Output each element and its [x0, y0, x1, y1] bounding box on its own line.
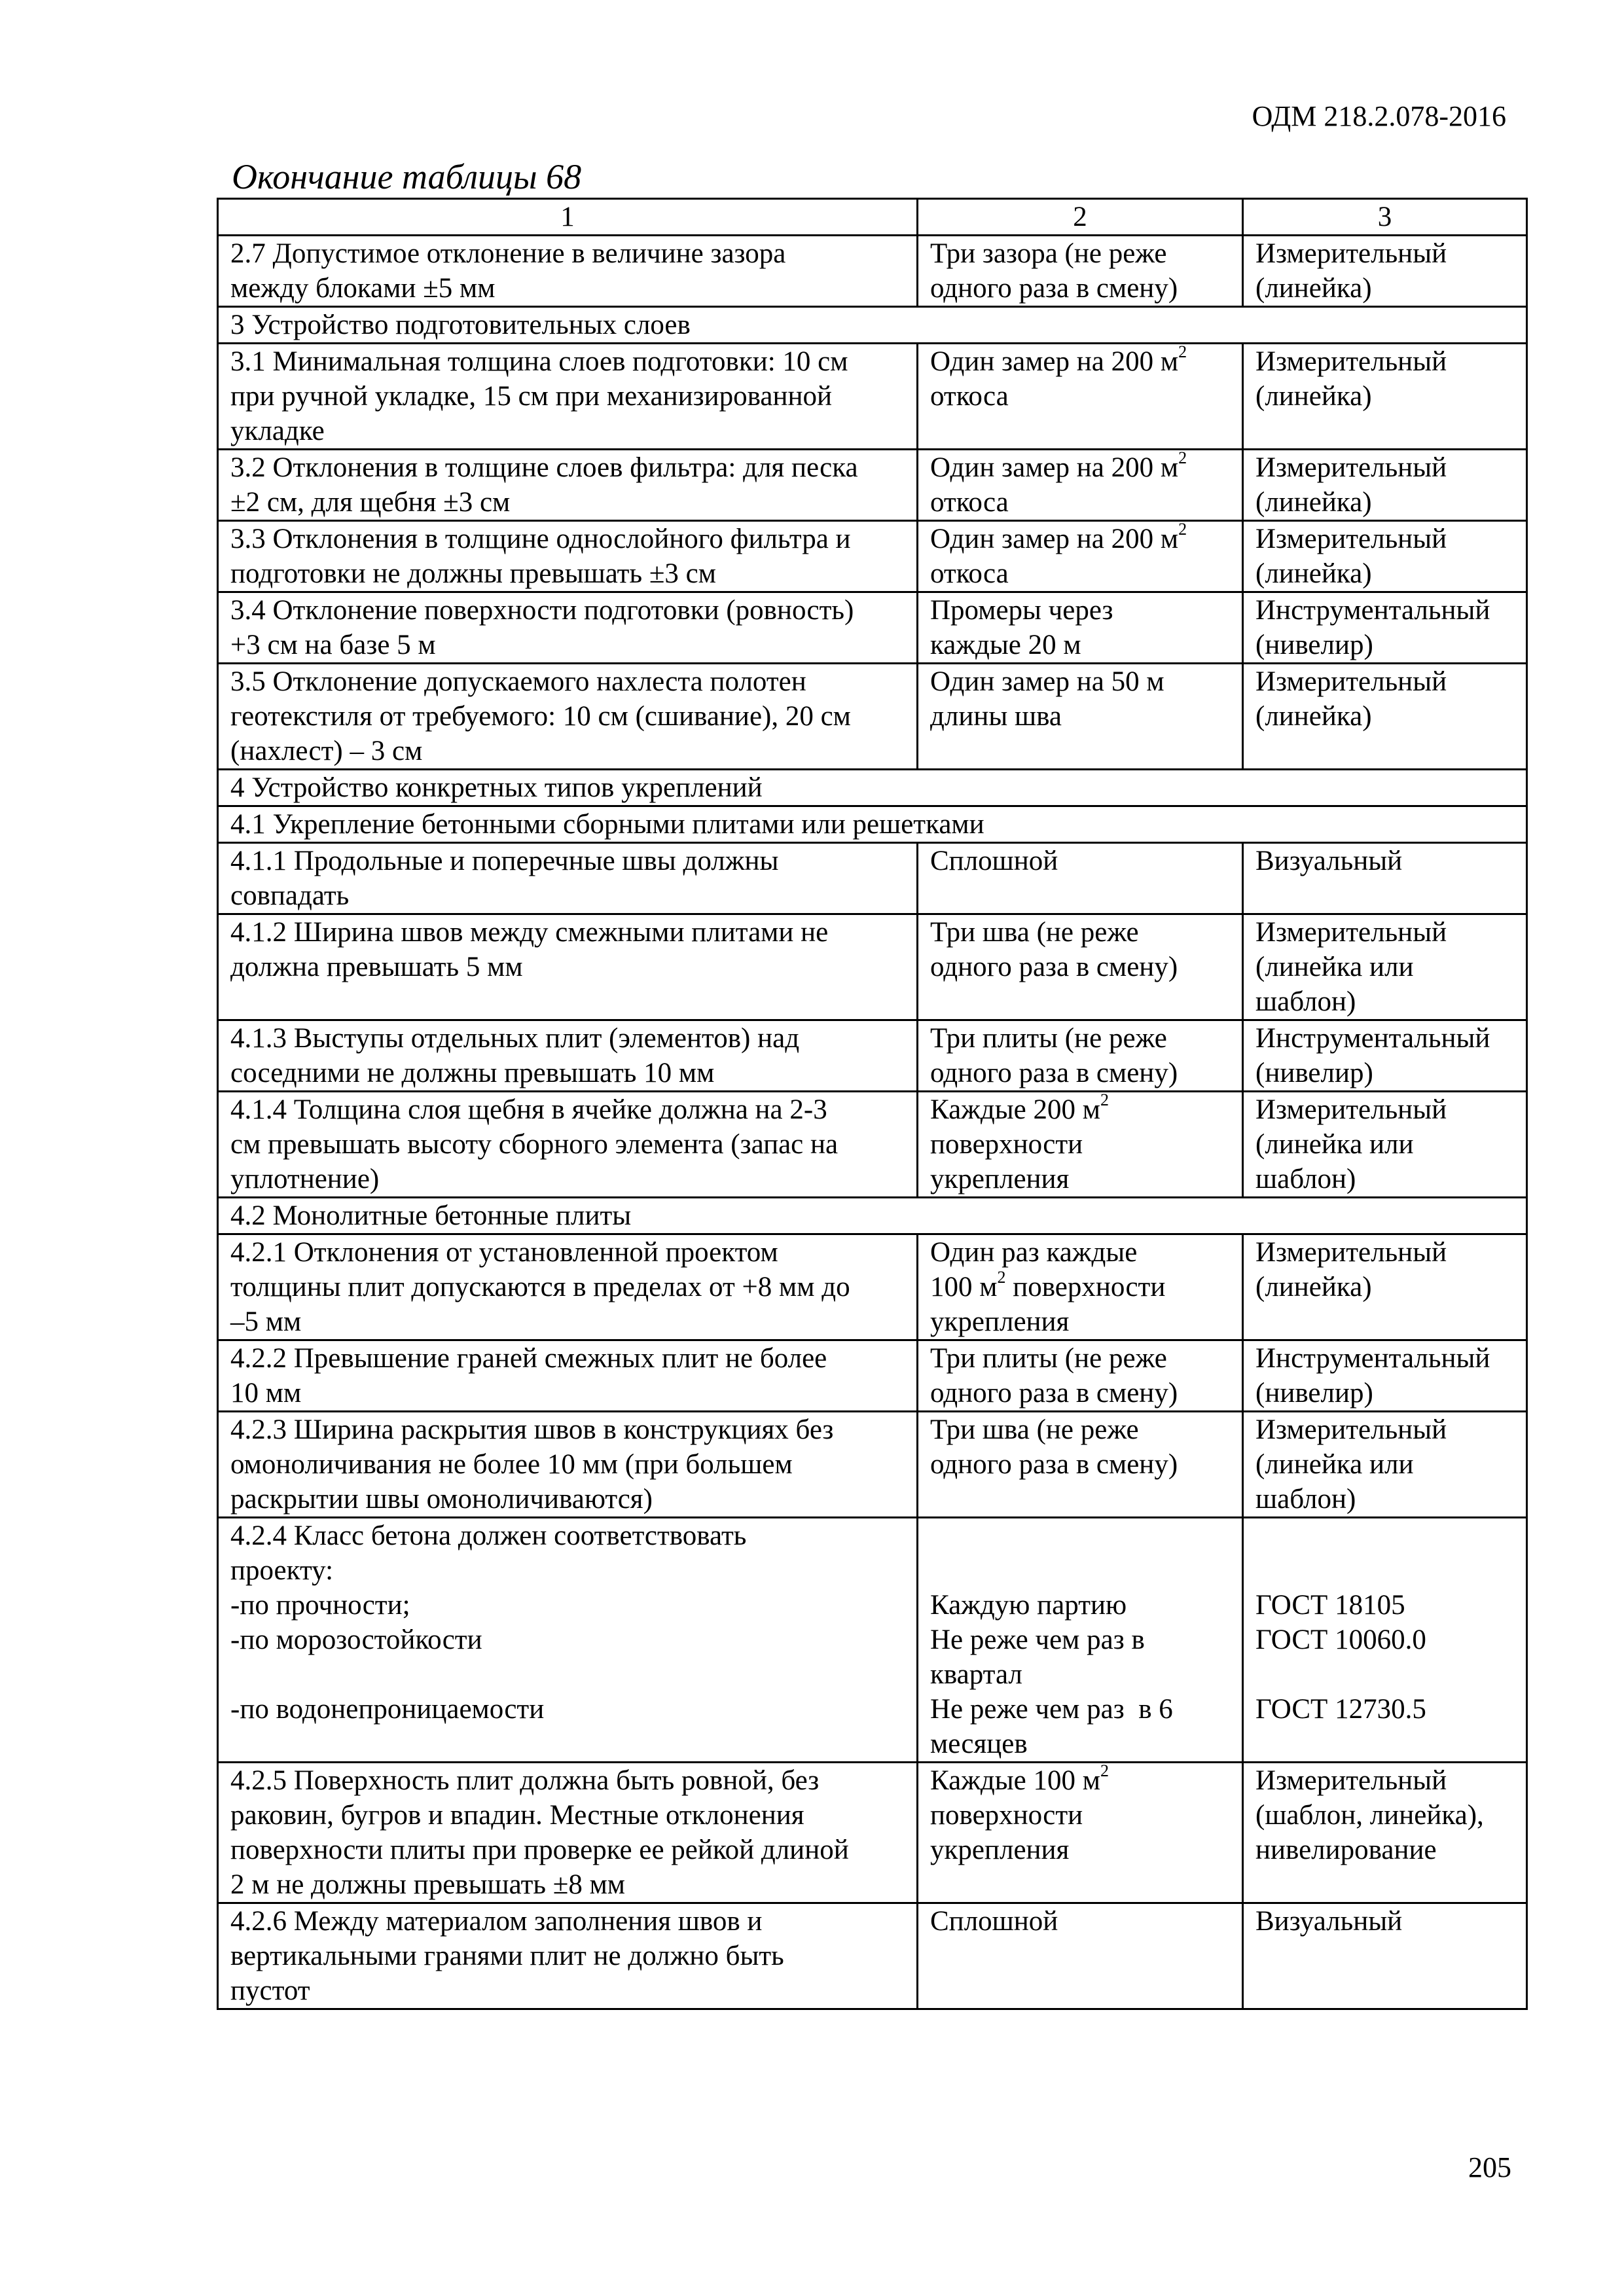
cell-line: Измерительный [1255, 1237, 1447, 1268]
cell-line: 4.1.4 Толщина слоя щебня в ячейке должна на 2-3 [230, 1094, 827, 1125]
cell-line: раковин, бугров и впадин. Местные отклонения [230, 1800, 804, 1831]
table-row [218, 1903, 1527, 2009]
frequency-cell [918, 1763, 1243, 1903]
cell-line: Измерительный [1255, 452, 1447, 483]
cell-line: ГОСТ 12730.5 [1255, 1694, 1426, 1725]
cell-line: укладке [230, 416, 325, 446]
section-row [218, 770, 1527, 806]
cell-line: 3.5 Отклонение допускаемого нахлеста полотен [230, 666, 806, 697]
cell-line [1255, 1727, 1514, 1761]
superscript: 2 [1178, 342, 1187, 361]
cell-line: (линейка) [1255, 381, 1372, 412]
cell-line: -по морозостойкости [230, 1624, 482, 1655]
cell-line [1255, 1657, 1514, 1692]
requirement-cell [218, 1340, 918, 1412]
cell-line: проекту: [230, 1555, 334, 1586]
cell-line: между блоками ±5 мм [230, 273, 496, 304]
frequency-cell [918, 450, 1243, 521]
cell-line: (нивелир) [1255, 1058, 1373, 1088]
cell-line: укрепления [930, 1306, 1070, 1337]
requirement-cell [218, 1903, 918, 2009]
cell-line: Измерительный [1255, 917, 1447, 948]
method-cell [1243, 1903, 1527, 2009]
cell-line: каждые 20 м [930, 630, 1081, 660]
cell-line: -по прочности; [230, 1590, 410, 1621]
cell-line: квартал [930, 1659, 1022, 1690]
cell-text: Один замер на 200 м [930, 452, 1179, 483]
table-row [218, 1340, 1527, 1412]
frequency-cell [918, 1020, 1243, 1092]
requirement-cell [218, 1234, 918, 1340]
frequency-cell [918, 236, 1243, 307]
cell-line: одного раза в смену) [930, 952, 1178, 982]
table-row [218, 450, 1527, 521]
frequency-cell [918, 1412, 1243, 1518]
cell-line: Измерительный [1255, 238, 1447, 269]
frequency-cell [918, 1092, 1243, 1198]
cell-line: ГОСТ 10060.0 [1255, 1624, 1426, 1655]
cell-line [1255, 1553, 1514, 1588]
cell-line: длины шва [930, 701, 1062, 732]
cell-line: 2 м не должны превышать ±8 мм [230, 1869, 625, 1900]
section-row [218, 307, 1527, 344]
table-row [218, 344, 1527, 450]
cell-line: поверхности [930, 1800, 1083, 1831]
requirement-cell [218, 344, 918, 450]
cell-line: месяцев [930, 1729, 1028, 1759]
cell-line: 3.4 Отклонение поверхности подготовки (ровность) [230, 595, 854, 626]
frequency-cell [918, 1234, 1243, 1340]
section-title: 3 Устройство подготовительных слоев [218, 307, 1527, 344]
cell-line: 4.2.4 Класс бетона должен соответствовать [230, 1520, 747, 1551]
cell-line: вертикальными гранями плит не должно быть [230, 1941, 784, 1971]
cell-text: Каждые 100 м [930, 1765, 1100, 1796]
cell-line [230, 1727, 905, 1761]
cell-line [930, 522, 1230, 556]
cell-line: 2.7 Допустимое отклонение в величине зазора [230, 238, 786, 269]
cell-line: укрепления [930, 1164, 1070, 1194]
frequency-cell [918, 1518, 1243, 1763]
section-title: 4.2 Монолитные бетонные плиты [218, 1198, 1527, 1234]
section-row [218, 806, 1527, 843]
cell-text: Один замер на 200 м [930, 524, 1179, 554]
cell-line: нивелирование [1255, 1835, 1437, 1865]
method-cell [1243, 1518, 1527, 1763]
requirement-cell [218, 843, 918, 914]
cell-line: ±2 см, для щебня ±3 см [230, 487, 511, 518]
cell-line: (шаблон, линейка), [1255, 1800, 1484, 1831]
cell-line: совпадать [230, 880, 350, 911]
cell-line: откоса [930, 381, 1009, 412]
frequency-cell [918, 1340, 1243, 1412]
cell-line: Не реже чем раз в 6 [930, 1694, 1173, 1725]
cell-line: геотекстиля от требуемого: 10 см (сшивание), 20 см [230, 701, 851, 732]
method-cell [1243, 236, 1527, 307]
cell-line: Измерительный [1255, 1414, 1447, 1445]
superscript: 2 [1100, 1761, 1109, 1780]
table-row [218, 521, 1527, 592]
cell-line: 4.2.3 Ширина раскрытия швов в конструкциях без [230, 1414, 834, 1445]
cell-line [930, 344, 1230, 379]
cell-line: -по водонепроницаемости [230, 1694, 545, 1725]
cell-line: поверхности [930, 1129, 1083, 1160]
cell-line: должна превышать 5 мм [230, 952, 523, 982]
cell-line [930, 1553, 1230, 1588]
cell-line: раскрытии швы омоноличиваются) [230, 1484, 653, 1515]
cell-line: (нивелир) [1255, 1378, 1373, 1408]
cell-text: 100 м [930, 1272, 998, 1302]
requirement-cell [218, 1412, 918, 1518]
cell-line [930, 1092, 1230, 1127]
method-cell [1243, 843, 1527, 914]
cell-line: при ручной укладке, 15 см при механизированной [230, 381, 833, 412]
table-row [218, 1020, 1527, 1092]
frequency-cell [918, 843, 1243, 914]
section-row [218, 1198, 1527, 1234]
requirement-cell [218, 1763, 918, 1903]
cell-line: Один замер на 50 м [930, 666, 1164, 697]
cell-line: Промеры через [930, 595, 1113, 626]
cell-line: укрепления [930, 1835, 1070, 1865]
table-row [218, 664, 1527, 770]
requirement-cell [218, 1518, 918, 1763]
cell-line: Измерительный [1255, 1765, 1447, 1796]
table-row [218, 1412, 1527, 1518]
requirement-cell [218, 236, 918, 307]
method-cell [1243, 450, 1527, 521]
cell-line: Измерительный [1255, 346, 1447, 377]
table-row [218, 843, 1527, 914]
cell-line: 3.3 Отклонения в толщине однослойного фильтра и [230, 524, 851, 554]
frequency-cell [918, 914, 1243, 1020]
cell-line: 4.1.1 Продольные и поперечные швы должны [230, 846, 779, 876]
cell-line: омоноличивания не более 10 мм (при большем [230, 1449, 793, 1480]
cell-line: 4.2.2 Превышение граней смежных плит не более [230, 1343, 827, 1374]
cell-line: Три шва (не реже [930, 1414, 1139, 1445]
table-row [218, 592, 1527, 664]
cell-line [930, 450, 1230, 485]
cell-line: шаблон) [1255, 1164, 1356, 1194]
method-cell [1243, 1763, 1527, 1903]
section-title: 4 Устройство конкретных типов укреплений [218, 770, 1527, 806]
cell-line: Инструментальный [1255, 1023, 1490, 1054]
cell-line: 10 мм [230, 1378, 302, 1408]
cell-line: откоса [930, 558, 1009, 589]
cell-line: одного раза в смену) [930, 1449, 1178, 1480]
cell-line: соседними не должны превышать 10 мм [230, 1058, 715, 1088]
cell-line: подготовки не должны превышать ±3 см [230, 558, 716, 589]
table-row [218, 1234, 1527, 1340]
requirement-cell [218, 1020, 918, 1092]
cell-line: (линейка или [1255, 1449, 1414, 1480]
cell-line: Визуальный [1255, 846, 1403, 876]
cell-line [230, 1657, 905, 1692]
cell-line: Три плиты (не реже [930, 1023, 1167, 1054]
method-cell [1243, 521, 1527, 592]
superscript: 2 [1178, 520, 1187, 539]
column-header-3: 3 [1243, 199, 1527, 236]
cell-line: Сплошной [930, 1906, 1058, 1937]
cell-line: одного раза в смену) [930, 1058, 1178, 1088]
requirements-table [217, 198, 1528, 2010]
cell-line: Сплошной [930, 846, 1058, 876]
cell-line: (нахлест) – 3 см [230, 736, 423, 766]
cell-line: 4.2.6 Между материалом заполнения швов и [230, 1906, 763, 1937]
cell-line: одного раза в смену) [930, 273, 1178, 304]
cell-line: (линейка или [1255, 1129, 1414, 1160]
cell-line: Измерительный [1255, 524, 1447, 554]
cell-line: Один раз каждые [930, 1237, 1138, 1268]
method-cell [1243, 1020, 1527, 1092]
superscript: 2 [997, 1268, 1006, 1287]
cell-line: Три шва (не реже [930, 917, 1139, 948]
table-header-row [218, 199, 1527, 236]
cell-line [1255, 1518, 1514, 1553]
cell-line: Измерительный [1255, 666, 1447, 697]
frequency-cell [918, 664, 1243, 770]
table-row [218, 236, 1527, 307]
cell-line: Не реже чем раз в [930, 1624, 1145, 1655]
table-row [218, 1518, 1527, 1763]
cell-text: Каждые 200 м [930, 1094, 1100, 1125]
cell-line: (линейка) [1255, 558, 1372, 589]
superscript: 2 [1100, 1090, 1109, 1109]
cell-line: 3.2 Отклонения в толщине слоев фильтра: для песка [230, 452, 858, 483]
method-cell [1243, 344, 1527, 450]
cell-line: Инструментальный [1255, 1343, 1490, 1374]
cell-line: 3.1 Минимальная толщина слоев подготовки: 10 см [230, 346, 848, 377]
cell-line: (линейка) [1255, 487, 1372, 518]
cell-line [930, 1763, 1230, 1798]
cell-line: уплотнение) [230, 1164, 380, 1194]
cell-line: (нивелир) [1255, 630, 1373, 660]
column-header-2: 2 [918, 199, 1243, 236]
cell-line: 4.1.2 Ширина швов между смежными плитами не [230, 917, 829, 948]
cell-line: 4.2.5 Поверхность плит должна быть ровной, без [230, 1765, 820, 1796]
cell-line: Инструментальный [1255, 595, 1490, 626]
column-header-1: 1 [218, 199, 918, 236]
requirement-cell [218, 450, 918, 521]
table-row [218, 1092, 1527, 1198]
cell-line: Три зазора (не реже [930, 238, 1167, 269]
cell-line: откоса [930, 487, 1009, 518]
superscript: 2 [1178, 448, 1187, 467]
cell-line: пустот [230, 1975, 310, 2006]
cell-line: –5 мм [230, 1306, 302, 1337]
cell-line: поверхности плиты при проверке ее рейкой длиной [230, 1835, 849, 1865]
cell-line [930, 1270, 1230, 1304]
method-cell [1243, 914, 1527, 1020]
cell-line: см превышать высоту сборного элемента (запас на [230, 1129, 839, 1160]
cell-text: Один замер на 200 м [930, 346, 1179, 377]
frequency-cell [918, 344, 1243, 450]
cell-line: (линейка или [1255, 952, 1414, 982]
cell-line: шаблон) [1255, 986, 1356, 1017]
cell-line: (линейка) [1255, 1272, 1372, 1302]
requirement-cell [218, 592, 918, 664]
table-row [218, 914, 1527, 1020]
frequency-cell [918, 1903, 1243, 2009]
table-row [218, 1763, 1527, 1903]
cell-line: Измерительный [1255, 1094, 1447, 1125]
method-cell [1243, 592, 1527, 664]
method-cell [1243, 1340, 1527, 1412]
table-title: Окончание таблицы 68 [232, 157, 582, 196]
cell-line: Визуальный [1255, 1906, 1403, 1937]
cell-line: ГОСТ 18105 [1255, 1590, 1405, 1621]
requirement-cell [218, 664, 918, 770]
requirement-cell [218, 521, 918, 592]
frequency-cell [918, 521, 1243, 592]
method-cell [1243, 664, 1527, 770]
requirement-cell [218, 914, 918, 1020]
cell-line: (линейка) [1255, 273, 1372, 304]
requirement-cell [218, 1092, 918, 1198]
cell-text: поверхности [1005, 1272, 1166, 1302]
cell-line: толщины плит допускаются в пределах от +8 мм до [230, 1272, 850, 1302]
cell-line: 4.1.3 Выступы отдельных плит (элементов) над [230, 1023, 800, 1054]
page-number: 205 [1468, 2151, 1511, 2183]
cell-line: Три плиты (не реже [930, 1343, 1167, 1374]
cell-line [930, 1518, 1230, 1553]
section-title: 4.1 Укрепление бетонными сборными плитами или решетками [218, 806, 1527, 843]
cell-line: одного раза в смену) [930, 1378, 1178, 1408]
cell-line: +3 см на базе 5 м [230, 630, 436, 660]
cell-line: Каждую партию [930, 1590, 1127, 1621]
method-cell [1243, 1234, 1527, 1340]
document-code: ОДМ 218.2.078-2016 [1252, 100, 1506, 132]
method-cell [1243, 1412, 1527, 1518]
cell-line: 4.2.1 Отклонения от установленной проектом [230, 1237, 778, 1268]
method-cell [1243, 1092, 1527, 1198]
frequency-cell [918, 592, 1243, 664]
cell-line: (линейка) [1255, 701, 1372, 732]
cell-line: шаблон) [1255, 1484, 1356, 1515]
